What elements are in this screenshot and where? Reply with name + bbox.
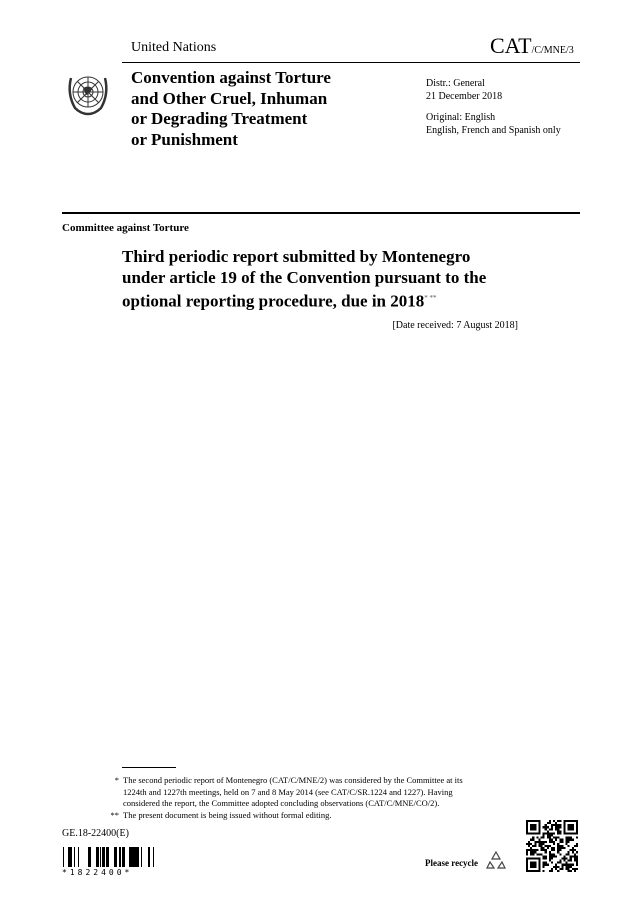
- body-title-line: or Degrading Treatment: [131, 109, 308, 128]
- organization-name: United Nations: [131, 40, 217, 55]
- distr-date: 21 December 2018: [426, 91, 503, 102]
- footnote-rule: [122, 767, 176, 768]
- document-code: GE.18-22400(E): [62, 828, 129, 839]
- footnote-mark: **: [110, 809, 119, 820]
- recycle-label: Please recycle: [425, 858, 479, 868]
- body-title: [131, 68, 371, 150]
- original-language: Original: English: [426, 112, 496, 123]
- distribution-block: [426, 77, 596, 137]
- body-title-line: and Other Cruel, Inhuman: [131, 88, 328, 108]
- committee-name: Committee against Torture: [62, 222, 189, 234]
- document-symbol: [490, 33, 574, 59]
- footnote: [108, 775, 518, 810]
- footnote-mark: *: [114, 775, 119, 785]
- qr-code-icon: [526, 820, 578, 872]
- body-title-line: Convention against Torture: [131, 68, 331, 87]
- footnote-line: The present document is being issued without formal editing.: [123, 809, 332, 820]
- un-emblem-icon: [63, 68, 113, 118]
- footnote-line: 1224th and 1227th meetings, held on 7 and 8 May 2014 (see CAT/C/SR.1224 and 1227). Having: [123, 786, 453, 797]
- footnote: [108, 810, 518, 822]
- title-rule: [62, 212, 580, 214]
- distr-status: Distr.: General: [426, 78, 485, 89]
- date-received: [Date received: 7 August 2018]: [392, 320, 518, 331]
- report-title-line: optional reporting procedure, due in 2018: [122, 291, 425, 311]
- report-title-line: under article 19 of the Convention pursuant to the: [122, 267, 487, 287]
- recycle-icon: [486, 850, 506, 870]
- barcode-number: *1822400*: [62, 868, 133, 877]
- languages: English, French and Spanish only: [426, 125, 561, 136]
- footnote-marks: * **: [424, 294, 437, 302]
- footnotes: [108, 775, 518, 821]
- symbol-suffix: /C/MNE/3: [531, 45, 574, 56]
- symbol-main: CAT: [490, 33, 532, 58]
- header-rule: [122, 62, 580, 63]
- report-title: [122, 247, 542, 312]
- barcode-icon: [62, 847, 156, 867]
- footnote-line: considered the report, the Committee adopted concluding observations (CAT/C/MNE/CO/2).: [123, 798, 440, 808]
- body-title-line: or Punishment: [131, 129, 238, 149]
- footnote-line: The second periodic report of Montenegro (CAT/C/MNE/2) was considered by the Committee at its: [123, 775, 463, 785]
- report-title-line: Third periodic report submitted by Montenegro: [122, 247, 471, 266]
